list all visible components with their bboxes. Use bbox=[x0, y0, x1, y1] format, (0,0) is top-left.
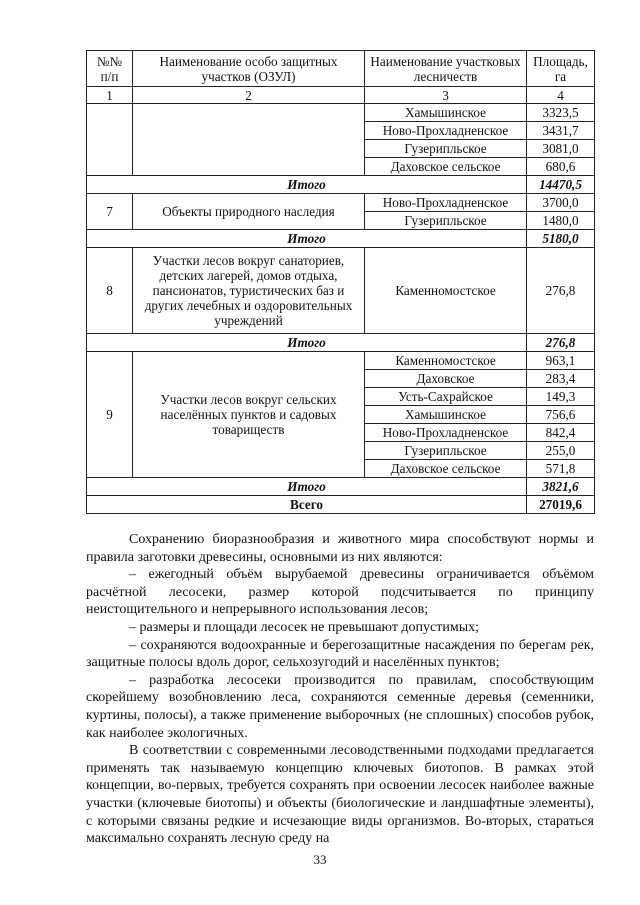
forestry-cell: Ново-Прохладненское bbox=[365, 194, 527, 212]
forestry-cell: Гузерипльское bbox=[365, 212, 527, 230]
forestry-cell: Каменномостское bbox=[365, 248, 527, 334]
table-row bbox=[87, 104, 595, 122]
subtotal-value: 14470,5 bbox=[527, 176, 595, 194]
area-cell: 276,8 bbox=[527, 248, 595, 334]
area-cell: 255,0 bbox=[527, 442, 595, 460]
name-cell: Участки лесов вокруг сельских населённых пунктов и садовых товариществ bbox=[133, 352, 365, 478]
col-number: 2 bbox=[133, 87, 365, 104]
forestry-cell: Хамышинское bbox=[365, 104, 527, 122]
area-cell: 3081,0 bbox=[527, 140, 595, 158]
paragraph: Сохранению биоразнообразия и животного мира способствуют нормы и правила заготовки древесины, основными из них являются: bbox=[86, 532, 594, 565]
page-number: 33 bbox=[313, 852, 327, 867]
num-cell bbox=[87, 104, 133, 176]
area-cell: 3431,7 bbox=[527, 122, 595, 140]
name-cell bbox=[133, 104, 365, 176]
area-cell: 680,6 bbox=[527, 158, 595, 176]
table-row bbox=[87, 194, 595, 212]
area-cell: 842,4 bbox=[527, 424, 595, 442]
subtotal-value: 3821,6 bbox=[527, 478, 595, 496]
area-cell: 963,1 bbox=[527, 352, 595, 370]
forestry-cell: Даховское сельское bbox=[365, 158, 527, 176]
header-name: Наименование особо защитных участков (ОЗУЛ) bbox=[133, 51, 365, 87]
area-cell: 1480,0 bbox=[527, 212, 595, 230]
subtotal-label: Итого bbox=[87, 176, 527, 194]
subtotal-label: Итого bbox=[87, 334, 527, 352]
col-number: 1 bbox=[87, 87, 133, 104]
subtotal-value: 5180,0 bbox=[527, 230, 595, 248]
body-text bbox=[86, 531, 594, 848]
subtotal-value: 276,8 bbox=[527, 334, 595, 352]
num-cell: 8 bbox=[87, 248, 133, 334]
table-row bbox=[87, 248, 595, 334]
header-forestry: Наименование участковых лесничеств bbox=[365, 51, 527, 87]
forestry-cell: Гузерипльское bbox=[365, 140, 527, 158]
col-number: 3 bbox=[365, 87, 527, 104]
area-cell: 3323,5 bbox=[527, 104, 595, 122]
area-cell: 3700,0 bbox=[527, 194, 595, 212]
protected-areas-table bbox=[86, 50, 595, 514]
header-area: Площадь, га bbox=[527, 51, 595, 87]
forestry-cell: Каменномостское bbox=[365, 352, 527, 370]
forestry-cell: Даховское bbox=[365, 370, 527, 388]
grand-total-row bbox=[87, 496, 595, 514]
header-num: №№ п/п bbox=[87, 51, 133, 87]
grand-total-label: Всего bbox=[87, 496, 527, 514]
forestry-cell: Даховское сельское bbox=[365, 460, 527, 478]
forestry-cell: Гузерипльское bbox=[365, 442, 527, 460]
paragraph: – сохраняются водоохранные и берегозащитные насаждения по берегам рек, защитные полосы вдоль дорог, сельхозугодий и населённых пунктов; bbox=[86, 637, 594, 671]
subtotal-row bbox=[87, 334, 595, 352]
forestry-cell: Усть-Сахрайское bbox=[365, 388, 527, 406]
area-cell: 756,6 bbox=[527, 406, 595, 424]
subtotal-label: Итого bbox=[87, 478, 527, 496]
forestry-cell: Ново-Прохладненское bbox=[365, 122, 527, 140]
paragraph: В соответствии с современными лесоводственными подходами предлагается применять так называемую концепцию ключевых биотопов. В рамках этой концепции, во-первых, требуется сохранять при освоении лесосек наиболее важные участки (ключевые биотопы) и объекты (биологические и ландшафтные элементы), с которыми связаны редкие и исчезающие виды организмов. Во-вторых, стараться максимально сохранять лесную среду на bbox=[86, 743, 594, 847]
paragraph: – разработка лесосеки производится по правилам, способствующим скорейшему возобновлению леса, сохраняются семенные деревья (семенники, куртины, полосы), а также применение выборочных (не сплошных) способов рубок, как наиболее экологичных. bbox=[86, 672, 594, 741]
paragraph: – ежегодный объём вырубаемой древесины ограничивается объёмом расчётной лесосеки, размер которой подсчитывается по принципу неистощительного и непрерывного использования лесов; bbox=[86, 567, 594, 618]
subtotal-label: Итого bbox=[87, 230, 527, 248]
area-cell: 571,8 bbox=[527, 460, 595, 478]
name-cell: Объекты природного наследия bbox=[133, 194, 365, 230]
subtotal-row bbox=[87, 176, 595, 194]
paragraph: – размеры и площади лесосек не превышают допустимых; bbox=[129, 619, 480, 635]
area-cell: 283,4 bbox=[527, 370, 595, 388]
num-cell: 7 bbox=[87, 194, 133, 230]
area-cell: 149,3 bbox=[527, 388, 595, 406]
column-number-row bbox=[87, 87, 595, 104]
forestry-cell: Ново-Прохладненское bbox=[365, 424, 527, 442]
grand-total-value: 27019,6 bbox=[527, 496, 595, 514]
table-header-row bbox=[87, 51, 595, 87]
col-number: 4 bbox=[527, 87, 595, 104]
num-cell: 9 bbox=[87, 352, 133, 478]
table-row bbox=[87, 352, 595, 370]
name-cell: Участки лесов вокруг санаториев, детских лагерей, домов отдыха, пансионатов, туристических баз и других лечебных и оздоровительных учреждений bbox=[133, 248, 365, 334]
subtotal-row bbox=[87, 478, 595, 496]
forestry-cell: Хамышинское bbox=[365, 406, 527, 424]
subtotal-row bbox=[87, 230, 595, 248]
